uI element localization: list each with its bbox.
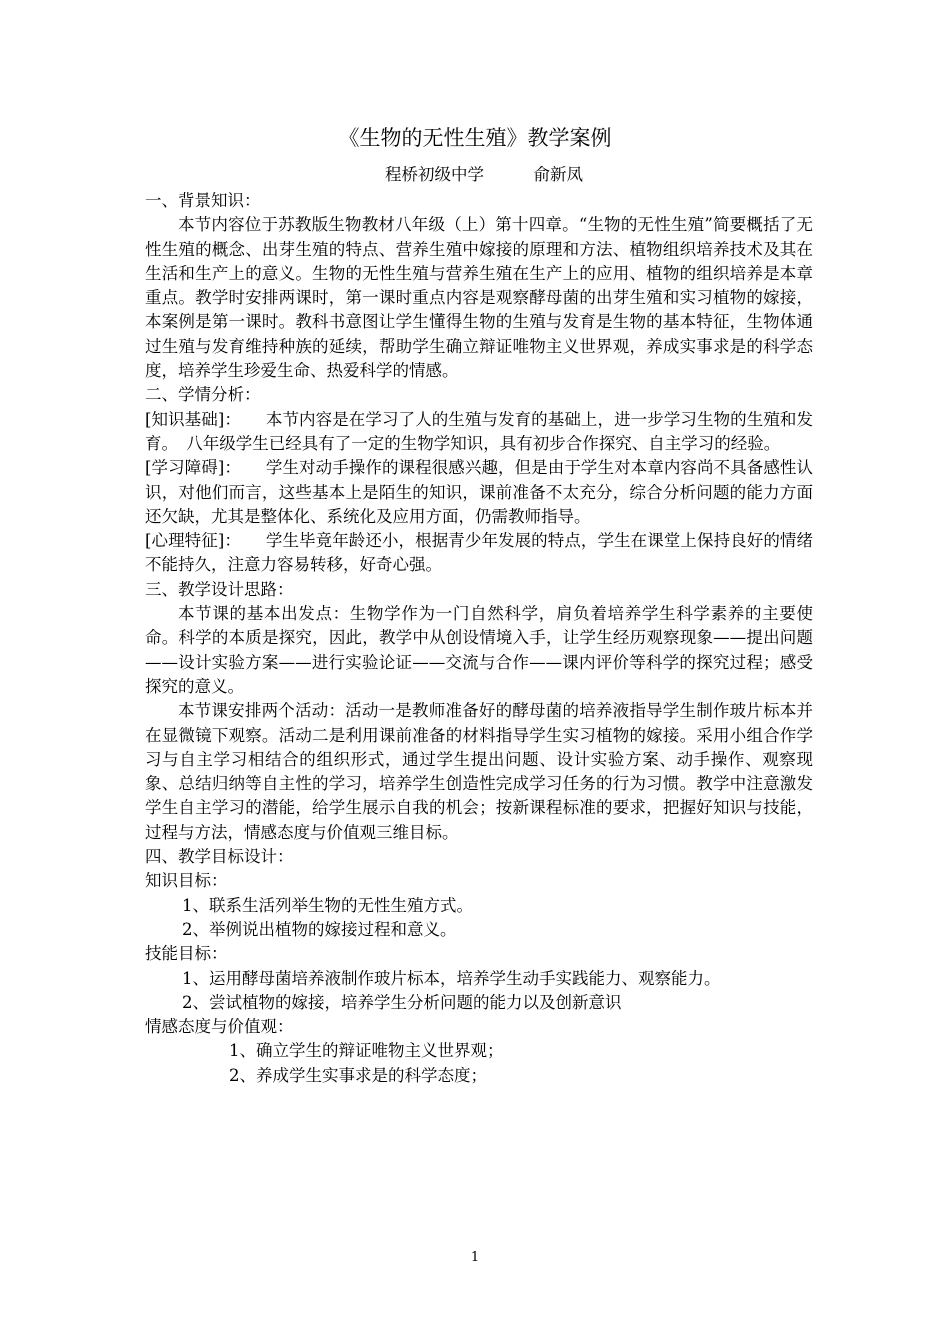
- list-item: 1、确立学生的辩证唯物主义世界观；: [229, 1041, 504, 1061]
- section-heading: 三、教学设计思路：: [145, 579, 294, 599]
- section-heading: 四、教学目标设计：: [145, 847, 294, 867]
- paragraph-text: 学生毕竟年龄还小，根据青少年发展的特点，学生在课堂上保持良好的情绪不能持久，注意力容易转移，好奇心强。: [145, 531, 814, 575]
- list-item: 2、养成学生实事求是的科学态度；: [229, 1065, 487, 1085]
- list-item: 2、举例说出植物的嫁接过程和意义。: [182, 919, 457, 939]
- label-knowledge-basis: [知识基础]：: [145, 409, 233, 429]
- subheading: 情感态度与价值观：: [145, 1017, 294, 1037]
- paragraph: [145, 408, 813, 457]
- list-item: 2、尝试植物的嫁接，培养学生分析问题的能力以及创新意识: [182, 992, 622, 1012]
- subheading: 知识目标：: [145, 871, 228, 891]
- page-title: 《生物的无性生殖》教学案例: [338, 126, 612, 150]
- section-heading: 二、学情分析：: [145, 385, 261, 405]
- label-learning-obstacles: [学习障碍]：: [145, 458, 233, 478]
- list-item: 1、运用酵母菌培养液制作玻片标本，培养学生动手实践能力、观察能力。: [182, 968, 721, 988]
- paragraph: 本节课的基本出发点：生物学作为一门自然科学，肩负着培养学生科学素养的主要使命。科学的本质是探究，因此，教学中从创设情境入手，让学生经历观察现象——提出问题——设计实验方案——进行实验论证——交流与合作——课内评价等科学的探究过程；感受探究的意义。: [145, 604, 813, 696]
- subheading: 技能目标：: [145, 944, 228, 964]
- paragraph-text: 学生对动手操作的课程很感兴趣，但是由于学生对本章内容尚不具备感性认识，对他们而言，这些基本上是陌生的知识，课前准备不太充分，综合分析问题的能力方面还欠缺，尤其是整体化、系统化及应用方面，仍需教师指导。: [145, 458, 814, 526]
- paragraph: 本节课安排两个活动：活动一是教师准备好的酵母菌的培养液指导学生制作玻片标本并在显微镜下观察。活动二是利用课前准备的材料指导学生实习植物的嫁接。采用小组合作学习与自主学习相结合的组织形式，通过学生提出问题、设计实验方案、动手操作、观察现象、总结归纳等自主性的学习，培养学生创造性完成学习任务的行为习惯。教学中注意激发学生自主学习的潜能，给学生展示自我的机会；按新课程标准的要求，把握好知识与技能，过程与方法，情感态度与价值观三维目标。: [145, 701, 813, 842]
- paragraph-text: 本节内容是在学习了人的生殖与发育的基础上，进一步学习生物的生殖和发育。 八年级学生已经具有了一定的生物学知识，具有初步合作探究、自主学习的经验。: [145, 409, 814, 453]
- label-psychological-traits: [心理特征]：: [145, 531, 233, 551]
- paragraph: [145, 529, 813, 578]
- paragraph: [145, 456, 813, 529]
- paragraph: 本节内容位于苏教版生物教材八年级（上）第十四章。“生物的无性生殖”简要概括了无性生殖的概念、出芽生殖的特点、营养生殖中嫁接的原理和方法、植物组织培养技术及其在生活和生产上的意义。生物的无性生殖与营养生殖在生产上的应用、植物的组织培养是本章重点。教学时安排两课时，第一课时重点内容是观察酵母菌的出芽生殖和实习植物的嫁接，本案例是第一课时。教科书意图让学生懂得生物的生殖与发育是生物的基本特征，生物体通过生殖与发育维持种族的延续，帮助学生确立辩证唯物主义世界观，养成实事求是的科学态度，培养学生珍爱生命、热爱科学的情感。: [145, 215, 813, 381]
- document-body: [145, 189, 813, 1088]
- page-number: 1: [470, 1250, 480, 1265]
- section-heading: 一、背景知识：: [145, 191, 261, 210]
- list-item: 1、联系生活列举生物的无性生殖方式。: [182, 895, 473, 915]
- author-line: 程桥初级中学 俞新凤: [385, 165, 583, 184]
